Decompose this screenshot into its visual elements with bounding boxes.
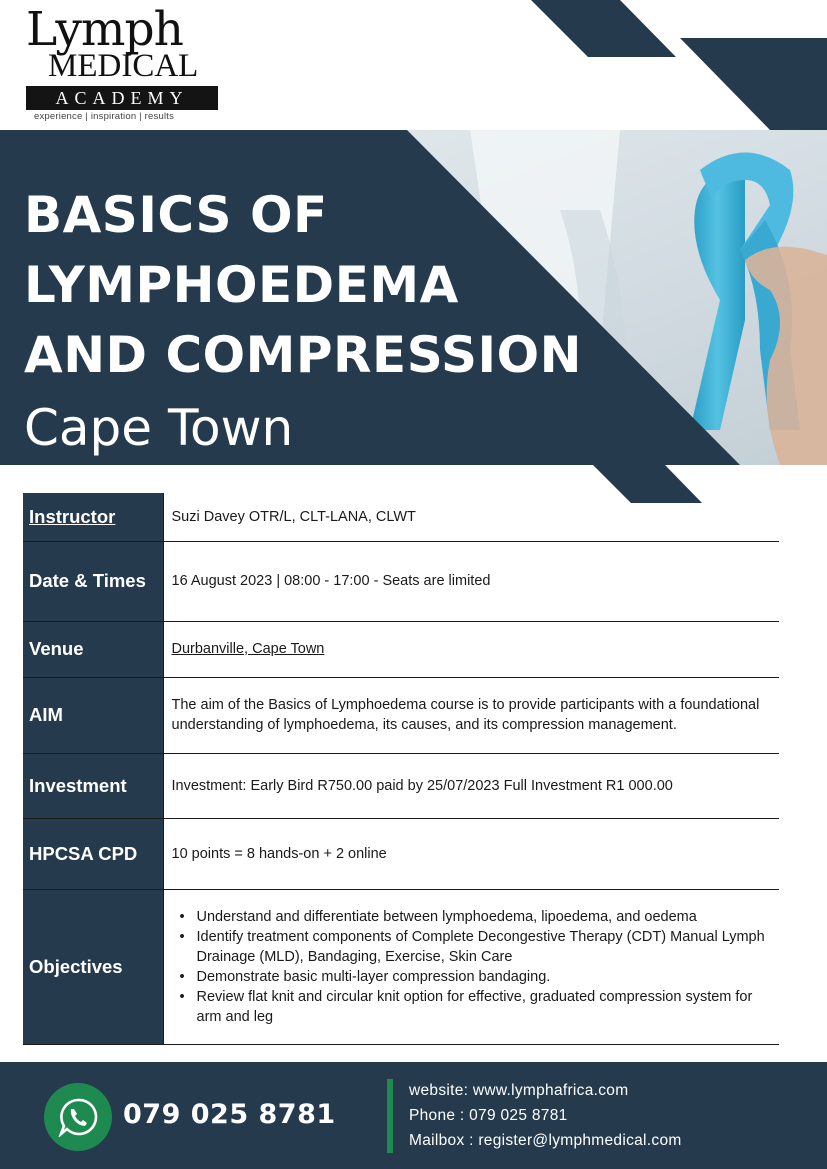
hpcsa-cpd-value: 10 points = 8 hands-on + 2 online <box>163 818 779 889</box>
instructor-label-text: Instructor <box>29 505 116 527</box>
logo-tagline: experience | inspiration | results <box>34 111 175 122</box>
whatsapp-glyph <box>58 1097 98 1137</box>
stripe-1 <box>531 0 676 57</box>
table-row <box>23 677 779 753</box>
footer-divider <box>387 1079 393 1153</box>
stripe-2 <box>680 38 827 130</box>
instructor-label <box>23 493 163 541</box>
title-line-1: BASICS OF <box>24 186 328 244</box>
mailbox-link[interactable]: Mailbox : register@lymphmedical.com <box>409 1132 682 1149</box>
website-link[interactable]: website: www.lymphafrica.com <box>409 1082 629 1099</box>
table-row <box>23 889 779 1044</box>
table-row <box>23 818 779 889</box>
phone-line[interactable]: Phone : 079 025 8781 <box>409 1107 568 1124</box>
investment-value: Investment: Early Bird R750.00 paid by 25/07/2023 Full Investment R1 000.00 <box>163 753 779 818</box>
list-item: • Review flat knit and circular knit option for effective, graduated compression system for arm and leg <box>172 987 772 1027</box>
date-times-value: 16 August 2023 | 08:00 - 17:00 - Seats are limited <box>163 541 779 621</box>
hpcsa-cpd-label: HPCSA CPD <box>23 818 163 889</box>
course-title <box>24 180 582 390</box>
whatsapp-phone-number[interactable]: 079 025 8781 <box>123 1099 336 1130</box>
logo-lymph-text: Lymph <box>26 2 183 57</box>
objectives-list <box>172 907 772 1027</box>
objectives-value <box>163 889 779 1044</box>
logo-academy-text: ACADEMY <box>26 86 218 110</box>
venue-label: Venue <box>23 621 163 677</box>
investment-label: Investment <box>23 753 163 818</box>
venue-link[interactable]: Durbanville, Cape Town <box>171 641 325 657</box>
venue-value <box>163 621 779 677</box>
table-row <box>23 541 779 621</box>
location-subtitle: Cape Town <box>24 399 294 457</box>
aim-label: AIM <box>23 677 163 753</box>
table-row <box>23 621 779 677</box>
table-row <box>23 493 779 541</box>
title-line-3: AND COMPRESSION <box>24 326 582 384</box>
logo-medical-text: MEDICAL <box>48 48 199 84</box>
list-item: • Demonstrate basic multi-layer compression bandaging. <box>172 967 772 987</box>
list-item: • Understand and differentiate between lymphoedema, lipoedema, and oedema <box>172 907 772 927</box>
list-item: • Identify treatment components of Complete Decongestive Therapy (CDT) Manual Lymph Drainage (MLD), Bandaging, Exercise, Skin Care <box>172 927 772 967</box>
whatsapp-icon[interactable] <box>44 1083 112 1151</box>
instructor-value: Suzi Davey OTR/L, CLT-LANA, CLWT <box>163 493 779 541</box>
date-times-label: Date & Times <box>23 541 163 621</box>
aim-value: The aim of the Basics of Lymphoedema course is to provide participants with a foundational understanding of lymphoedema, its causes, and its compression management. <box>163 677 779 753</box>
objectives-label: Objectives <box>23 889 163 1044</box>
course-details-table <box>23 493 779 1045</box>
table-row <box>23 753 779 818</box>
lymph-medical-academy-logo <box>24 2 224 122</box>
title-line-2: LYMPHOEDEMA <box>24 256 459 314</box>
